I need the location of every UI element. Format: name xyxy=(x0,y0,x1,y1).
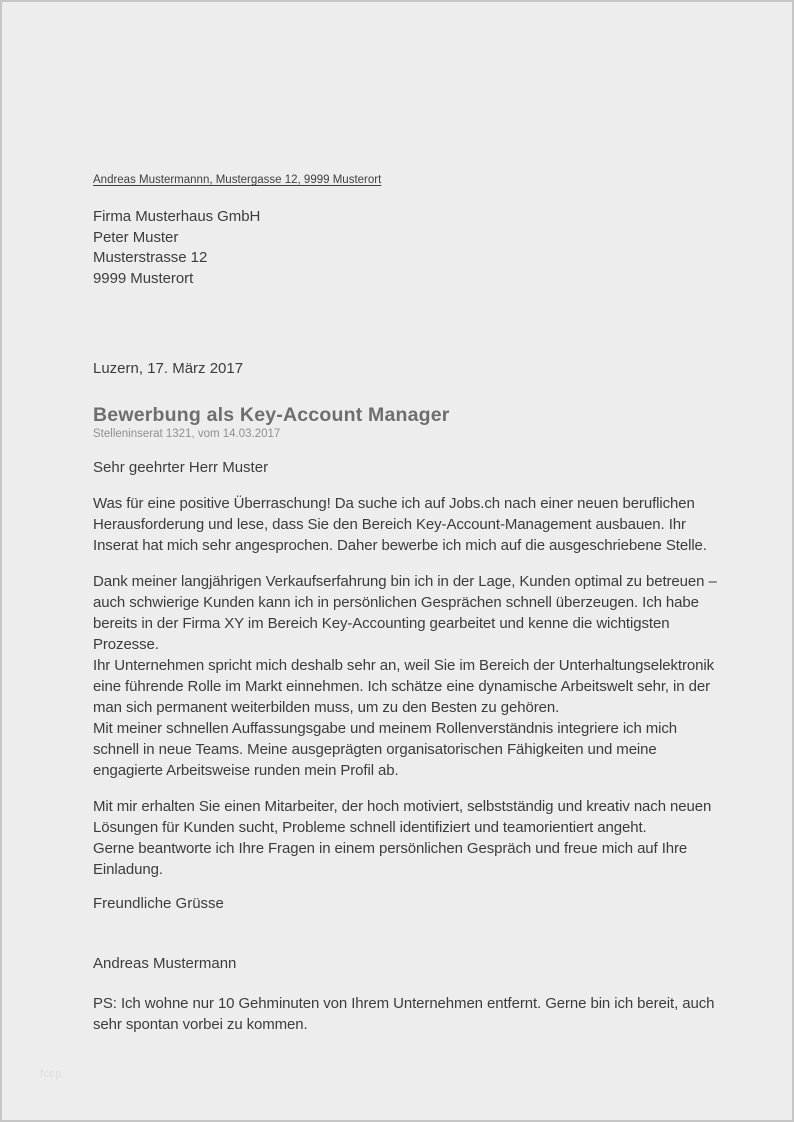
date-place-line: Luzern, 17. März 2017 xyxy=(93,360,244,377)
subject-title: Bewerbung als Key-Account Manager xyxy=(93,404,450,426)
recipient-line: 9999 Musterort xyxy=(93,269,194,287)
salutation: Sehr geehrter Herr Muster xyxy=(93,459,269,476)
body-paragraph: Mit mir erhalten Sie einen Mitarbeiter, der hoch motiviert, selbstständig und kreativ nach neuen Lösungen für Kunden sucht, Probleme schnell identifiziert und teamorientiert angeht. xyxy=(93,798,712,836)
body-paragraph: Was für eine positive Überraschung! Da suche ich auf Jobs.ch nach einer neuen beruflichen Herausforderung und lese, dass Sie den Bereich Key-Account-Management ausbauen. Ihr Inserat hat mich sehr angesprochen. Daher bewerbe ich mich auf die ausgeschriebene Stelle. xyxy=(93,495,707,554)
recipient-address-block xyxy=(93,207,718,289)
letter-content xyxy=(2,2,792,1035)
letter-body xyxy=(93,493,718,880)
postscript-line: PS: Ich wohne nur 10 Gehminuten von Ihrem Unternehmen entfernt. Gerne bin ich bereit, auch sehr spontan vorbei zu kommen. xyxy=(93,995,715,1033)
body-paragraph: Dank meiner langjährigen Verkaufserfahrung bin ich in der Lage, Kunden optimal zu betreuen – auch schwierige Kunden kann ich in persönlichen Gesprächen schnell überzeugen. Ich habe bereits in der Firma XY im Bereich Key-Accounting gearbeitet und kenne die wichtigsten Prozesse. xyxy=(93,573,717,653)
sender-address-line: Andreas Mustermannn, Mustergasse 12, 9999 Musterort xyxy=(93,174,382,186)
recipient-line: Firma Musterhaus GmbH xyxy=(93,208,261,225)
closing-line: Freundliche Grüsse xyxy=(93,895,224,912)
watermark-text: fccp xyxy=(40,1068,63,1080)
subject-subtitle: Stelleninserat 1321, vom 14.03.2017 xyxy=(93,428,281,440)
body-paragraph: Gerne beantworte ich Ihre Fragen in einem persönlichen Gespräch und freue mich auf Ihre Einladung. xyxy=(93,840,688,878)
recipient-line: Peter Muster xyxy=(93,228,179,246)
body-paragraph: Ihr Unternehmen spricht mich deshalb sehr an, weil Sie im Bereich der Unterhaltungselektronik eine führende Rolle im Markt einnehmen. Ich schätze eine dynamische Arbeitswelt sehr, in der man sich permanent weiterbilden muss, um zu den Besten zu gehören. xyxy=(93,657,715,716)
recipient-line: Musterstrasse 12 xyxy=(93,249,208,266)
body-paragraph: Mit meiner schnellen Auffassungsgabe und meinem Rollenverständnis integriere ich mich schnell in neue Teams. Meine ausgeprägten organisatorischen Fähigkeiten und meine engagierte Arbeitsweise runden mein Profil ab. xyxy=(93,720,678,779)
signature-name: Andreas Mustermann xyxy=(93,955,237,972)
